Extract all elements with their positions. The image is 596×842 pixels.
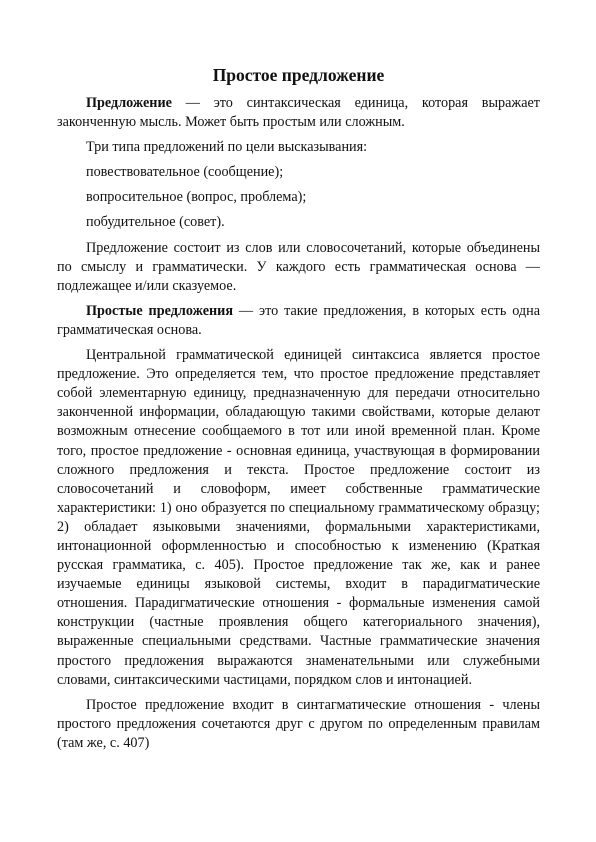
document-body bbox=[57, 64, 540, 759]
page-title: Простое предложение bbox=[212, 65, 385, 85]
simple-sentence-term: Простые предложения bbox=[86, 302, 234, 319]
simple-sentence-text: — это такие предложения, в которых есть одна грамматическая основа. bbox=[57, 302, 540, 338]
simple-sentence-definition bbox=[57, 302, 540, 340]
type-item-imperative: побудительное (совет). bbox=[86, 214, 225, 231]
definition-paragraph bbox=[57, 94, 540, 132]
syntagmatic-paragraph: Простое предложение входит в синтагматические отношения - члены простого предложения сочетаются друг с другом по определенным правилам (там же, с. 407) bbox=[57, 696, 540, 751]
types-intro: Три типа предложений по цели высказывания: bbox=[86, 139, 368, 156]
definition-term: Предложение bbox=[86, 95, 172, 111]
structure-paragraph: Предложение состоит из слов или словосочетаний, которые объединены по смыслу и грамматически. У каждого есть грамматическая основа — подлежащее и/или сказуемое. bbox=[57, 239, 540, 294]
type-item-declarative: повествовательное (сообщение); bbox=[86, 164, 284, 181]
definition-text: — это синтаксическая единица, которая выражает законченную мысль. Может быть простым или сложным. bbox=[57, 95, 540, 131]
type-item-interrogative: вопросительное (вопрос, проблема); bbox=[86, 189, 307, 206]
central-unit-paragraph: Центральной грамматической единицей синтаксиса является простое предложение. Это определяется тем, что простое предложение представляет собой элементарную единицу, предназначенную для передачи относительно законченной информации, обладающую такими свойствами, которые делают возможным отнесение сообщаемого в тот или иной временной план. Кроме того, простое предложение - основная единица, участвующая в формировании сложного предложения и текста. Простое предложение состоит из словосочетаний и словоформ, имеет собственные грамматические характеристики: 1) оно образуется по специальному грамматическому образцу; 2) обладает языковыми значениями, формальными характеристиками, интонационной оформленностью и способностью к изменению (Краткая русская грамматика, с. 405). Простое предложение так же, как и ранее изучаемые единицы языковой системы, входит в парадигматические отношения. Парадигматические отношения - формальные изменения самой конструкции (частные проявления общего категориального значения), выраженные специальными средствами. Частные грамматические значения простого предложения выражаются знаменательными или служебными словами, синтаксическими частицами, порядком слов и интонацией. bbox=[57, 347, 540, 688]
